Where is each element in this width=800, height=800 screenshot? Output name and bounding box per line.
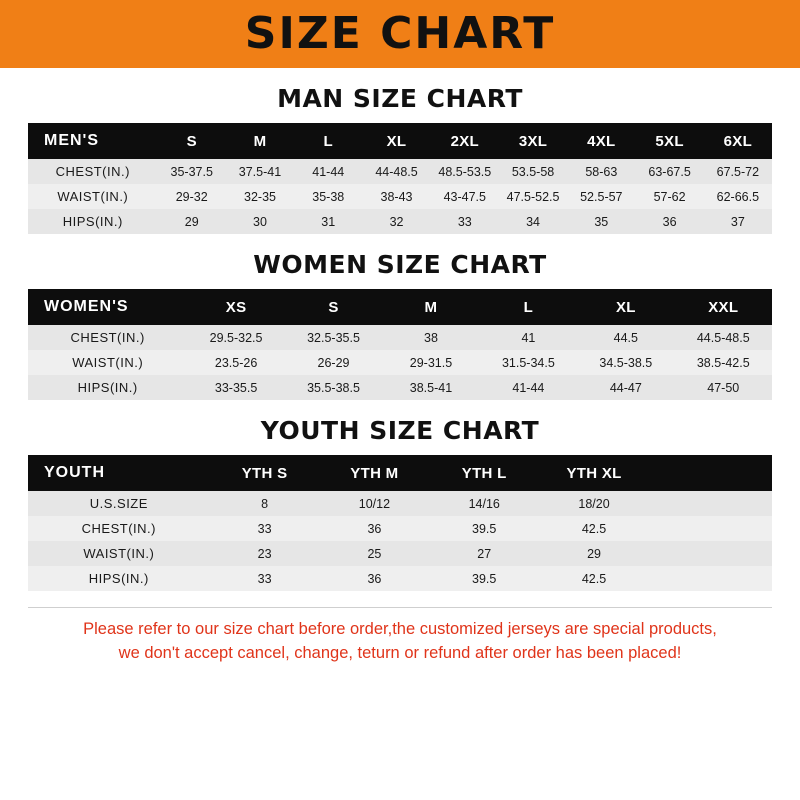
men-hips-xl: 32 (362, 209, 430, 234)
men-chest-2xl: 48.5-53.5 (431, 159, 499, 184)
men-waist-2xl: 43-47.5 (431, 184, 499, 209)
youth-hips-m: 36 (319, 566, 429, 591)
men-chest-m: 37.5-41 (226, 159, 294, 184)
men-chest-6xl: 67.5-72 (704, 159, 772, 184)
women-chest-xs: 29.5-32.5 (187, 325, 284, 350)
men-header-xl: XL (362, 123, 430, 159)
men-chest-l: 41-44 (294, 159, 362, 184)
women-chest-xxl: 44.5-48.5 (675, 325, 772, 350)
men-waist-xl: 38-43 (362, 184, 430, 209)
women-chest-s: 32.5-35.5 (285, 325, 382, 350)
men-chest-s: 35-37.5 (158, 159, 226, 184)
men-chest-4xl: 58-63 (567, 159, 635, 184)
men-waist-m: 32-35 (226, 184, 294, 209)
men-header-s: S (158, 123, 226, 159)
youth-ussize-s: 8 (210, 491, 320, 516)
chart-content (0, 84, 800, 666)
men-hips-2xl: 33 (431, 209, 499, 234)
policy-note-line2: we don't accept cancel, change, teturn or refund after order has been placed! (118, 643, 682, 662)
youth-ussize-spacer (649, 491, 772, 516)
men-waist-6xl: 62-66.5 (704, 184, 772, 209)
men-chest-5xl: 63-67.5 (635, 159, 703, 184)
men-waist-s: 29-32 (158, 184, 226, 209)
women-hips-xs: 33-35.5 (187, 375, 284, 400)
youth-hips-l: 39.5 (429, 566, 539, 591)
men-table-header (28, 123, 772, 159)
men-hips-l: 31 (294, 209, 362, 234)
women-table-header (28, 289, 772, 325)
women-waist-xs: 23.5-26 (187, 350, 284, 375)
table-header-row (28, 455, 772, 491)
men-waist-5xl: 57-62 (635, 184, 703, 209)
youth-header-l: YTH L (429, 455, 539, 491)
women-chest-m: 38 (382, 325, 479, 350)
youth-waist-s: 23 (210, 541, 320, 566)
women-hips-m: 38.5-41 (382, 375, 479, 400)
men-header-3xl: 3XL (499, 123, 567, 159)
men-waist-4xl: 52.5-57 (567, 184, 635, 209)
youth-ussize-m: 10/12 (319, 491, 429, 516)
men-waist-3xl: 47.5-52.5 (499, 184, 567, 209)
men-header-5xl: 5XL (635, 123, 703, 159)
youth-header-xl: YTH XL (539, 455, 649, 491)
men-row-label-chest: CHEST(IN.) (28, 159, 158, 184)
table-row (28, 491, 772, 516)
table-row (28, 541, 772, 566)
table-row (28, 516, 772, 541)
women-size-table (28, 289, 772, 400)
men-header-2xl: 2XL (431, 123, 499, 159)
men-row-label-waist: WAIST(IN.) (28, 184, 158, 209)
youth-table-header (28, 455, 772, 491)
women-chest-l: 41 (480, 325, 577, 350)
table-row (28, 350, 772, 375)
youth-header-s: YTH S (210, 455, 320, 491)
youth-waist-l: 27 (429, 541, 539, 566)
women-header-xs: XS (187, 289, 284, 325)
women-hips-s: 35.5-38.5 (285, 375, 382, 400)
youth-hips-spacer (649, 566, 772, 591)
youth-chest-xl: 42.5 (539, 516, 649, 541)
youth-row-label-waist: WAIST(IN.) (28, 541, 210, 566)
youth-row-label-chest: CHEST(IN.) (28, 516, 210, 541)
men-header-label: MEN'S (28, 123, 158, 159)
women-waist-xxl: 38.5-42.5 (675, 350, 772, 375)
women-header-l: L (480, 289, 577, 325)
youth-chest-s: 33 (210, 516, 320, 541)
women-header-m: M (382, 289, 479, 325)
men-header-m: M (226, 123, 294, 159)
page-title: SIZE CHART (244, 8, 556, 59)
policy-note-line1: Please refer to our size chart before order,the customized jerseys are special products, (83, 620, 717, 638)
women-header-xxl: XXL (675, 289, 772, 325)
men-waist-l: 35-38 (294, 184, 362, 209)
women-row-label-chest: CHEST(IN.) (28, 325, 187, 350)
youth-header-m: YTH M (319, 455, 429, 491)
women-hips-l: 41-44 (480, 375, 577, 400)
women-header-s: S (285, 289, 382, 325)
youth-chest-m: 36 (319, 516, 429, 541)
youth-waist-spacer (649, 541, 772, 566)
table-row (28, 375, 772, 400)
women-table-body (28, 325, 772, 400)
youth-hips-s: 33 (210, 566, 320, 591)
men-hips-3xl: 34 (499, 209, 567, 234)
women-chest-xl: 44.5 (577, 325, 674, 350)
men-header-6xl: 6XL (704, 123, 772, 159)
women-waist-m: 29-31.5 (382, 350, 479, 375)
youth-row-label-hips: HIPS(IN.) (28, 566, 210, 591)
men-size-table (28, 123, 772, 234)
men-hips-s: 29 (158, 209, 226, 234)
youth-chest-l: 39.5 (429, 516, 539, 541)
men-header-l: L (294, 123, 362, 159)
women-waist-s: 26-29 (285, 350, 382, 375)
youth-header-label: YOUTH (28, 455, 210, 491)
men-hips-5xl: 36 (635, 209, 703, 234)
table-row (28, 325, 772, 350)
men-hips-m: 30 (226, 209, 294, 234)
youth-waist-xl: 29 (539, 541, 649, 566)
youth-waist-m: 25 (319, 541, 429, 566)
women-waist-l: 31.5-34.5 (480, 350, 577, 375)
men-section-title: MAN SIZE CHART (277, 84, 523, 113)
men-chest-xl: 44-48.5 (362, 159, 430, 184)
youth-ussize-l: 14/16 (429, 491, 539, 516)
men-row-label-hips: HIPS(IN.) (28, 209, 158, 234)
men-hips-6xl: 37 (704, 209, 772, 234)
youth-row-label-ussize: U.S.SIZE (28, 491, 210, 516)
women-waist-xl: 34.5-38.5 (577, 350, 674, 375)
men-chest-3xl: 53.5-58 (499, 159, 567, 184)
youth-size-table (28, 455, 772, 591)
table-row (28, 209, 772, 234)
women-header-label: WOMEN'S (28, 289, 187, 325)
women-row-label-waist: WAIST(IN.) (28, 350, 187, 375)
table-row (28, 184, 772, 209)
men-hips-4xl: 35 (567, 209, 635, 234)
table-header-row (28, 289, 772, 325)
header-banner (0, 0, 800, 68)
table-row (28, 159, 772, 184)
women-hips-xl: 44-47 (577, 375, 674, 400)
youth-table-body (28, 491, 772, 591)
women-row-label-hips: HIPS(IN.) (28, 375, 187, 400)
men-header-4xl: 4XL (567, 123, 635, 159)
policy-note (28, 607, 772, 666)
women-section-title: WOMEN SIZE CHART (253, 250, 547, 279)
table-header-row (28, 123, 772, 159)
women-hips-xxl: 47-50 (675, 375, 772, 400)
youth-section-title: YOUTH SIZE CHART (260, 416, 540, 445)
youth-ussize-xl: 18/20 (539, 491, 649, 516)
youth-header-spacer (649, 455, 772, 491)
youth-hips-xl: 42.5 (539, 566, 649, 591)
youth-chest-spacer (649, 516, 772, 541)
table-row (28, 566, 772, 591)
women-header-xl: XL (577, 289, 674, 325)
men-table-body (28, 159, 772, 234)
